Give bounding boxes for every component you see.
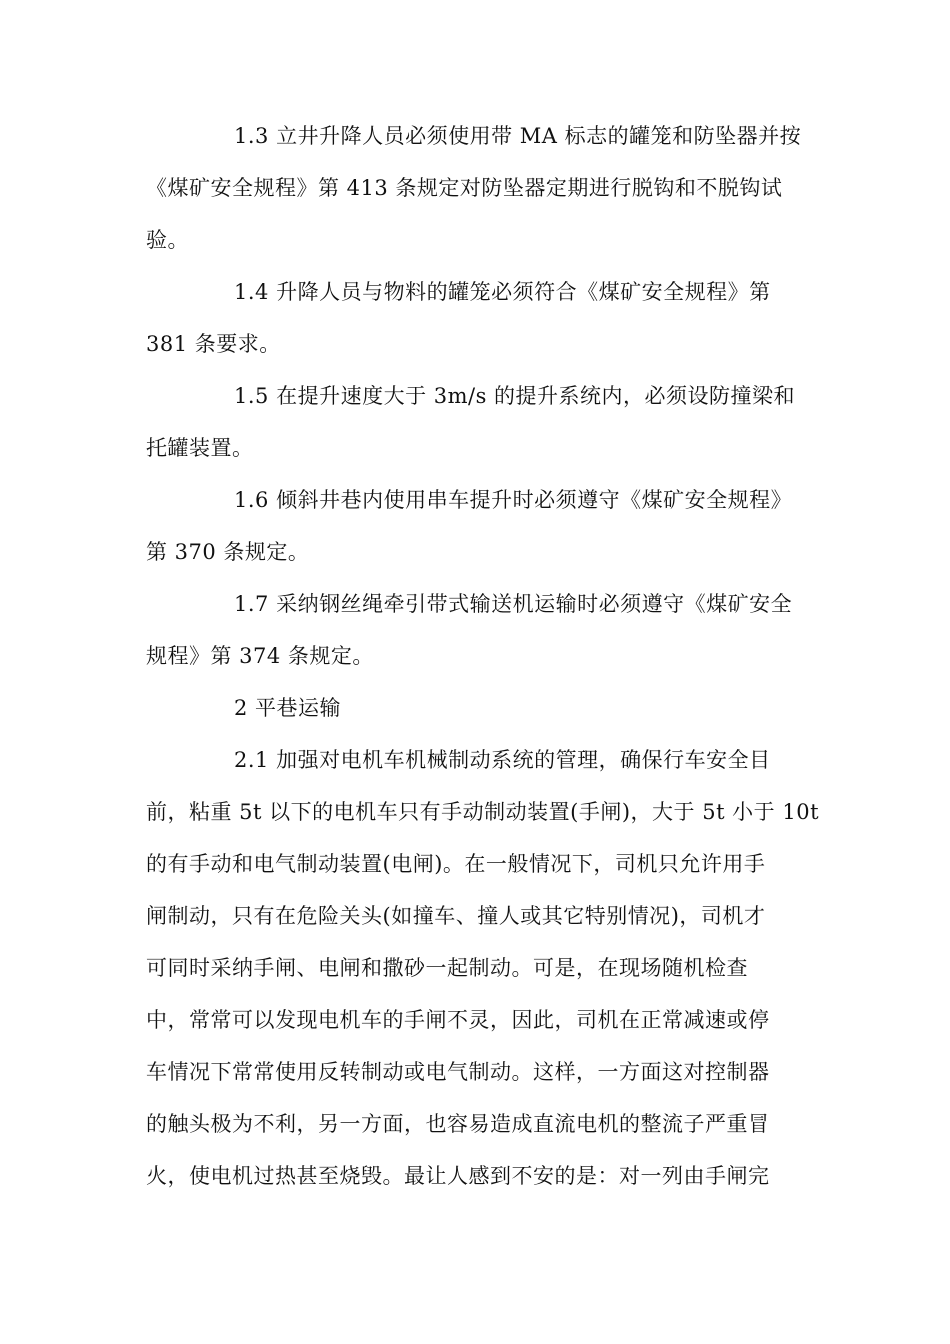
text-line-2-1-start: 2.1 加强对电机车机械制动系统的管理，确保行车安全目 <box>234 748 771 772</box>
text-line-1-7-start: 1.7 采纳钢丝绳牵引带式输送机运输时必须遵守《煤矿安全 <box>234 592 793 616</box>
text-line: 验。 <box>146 228 189 252</box>
text-line: 前，粘重 5t 以下的电机车只有手动制动装置(手闸)，大于 5t 小于 10t <box>146 800 820 824</box>
text-line: 的有手动和电气制动装置(电闸)。在一般情况下，司机只允许用手 <box>146 852 766 876</box>
text-line: 规程》第 374 条规定。 <box>146 644 374 668</box>
text-line: 火，使电机过热甚至烧毁。最让人感到不安的是：对一列由手闸完 <box>146 1164 770 1188</box>
text-line: 381 条要求。 <box>146 332 281 356</box>
text-line-1-4-start: 1.4 升降人员与物料的罐笼必须符合《煤矿安全规程》第 <box>234 280 771 304</box>
text-line: 第 370 条规定。 <box>146 540 310 564</box>
text-line-1-3-start: 1.3 立井升降人员必须使用带 MA 标志的罐笼和防坠器并按 <box>234 124 802 148</box>
text-line: 《煤矿安全规程》第 413 条规定对防坠器定期进行脱钩和不脱钩试 <box>146 176 783 200</box>
text-line-1-6-start: 1.6 倾斜井巷内使用串车提升时必须遵守《煤矿安全规程》 <box>234 488 793 512</box>
text-line: 可同时采纳手闸、电闸和撒砂一起制动。可是，在现场随机检查 <box>146 956 748 980</box>
text-line: 中，常常可以发现电机车的手闸不灵，因此，司机在正常减速或停 <box>146 1008 770 1032</box>
text-line: 的触头极为不利，另一方面，也容易造成直流电机的整流子严重冒 <box>146 1112 770 1136</box>
text-line: 车情况下常常使用反转制动或电气制动。这样，一方面这对控制器 <box>146 1060 770 1084</box>
text-line: 托罐装置。 <box>146 436 254 460</box>
text-line-1-5-start: 1.5 在提升速度大于 3m/s 的提升系统内，必须设防撞梁和 <box>234 384 796 408</box>
section-heading: 2 平巷运输 <box>234 696 342 720</box>
text-line: 闸制动，只有在危险关头(如撞车、撞人或其它特别情况)，司机才 <box>146 904 766 928</box>
